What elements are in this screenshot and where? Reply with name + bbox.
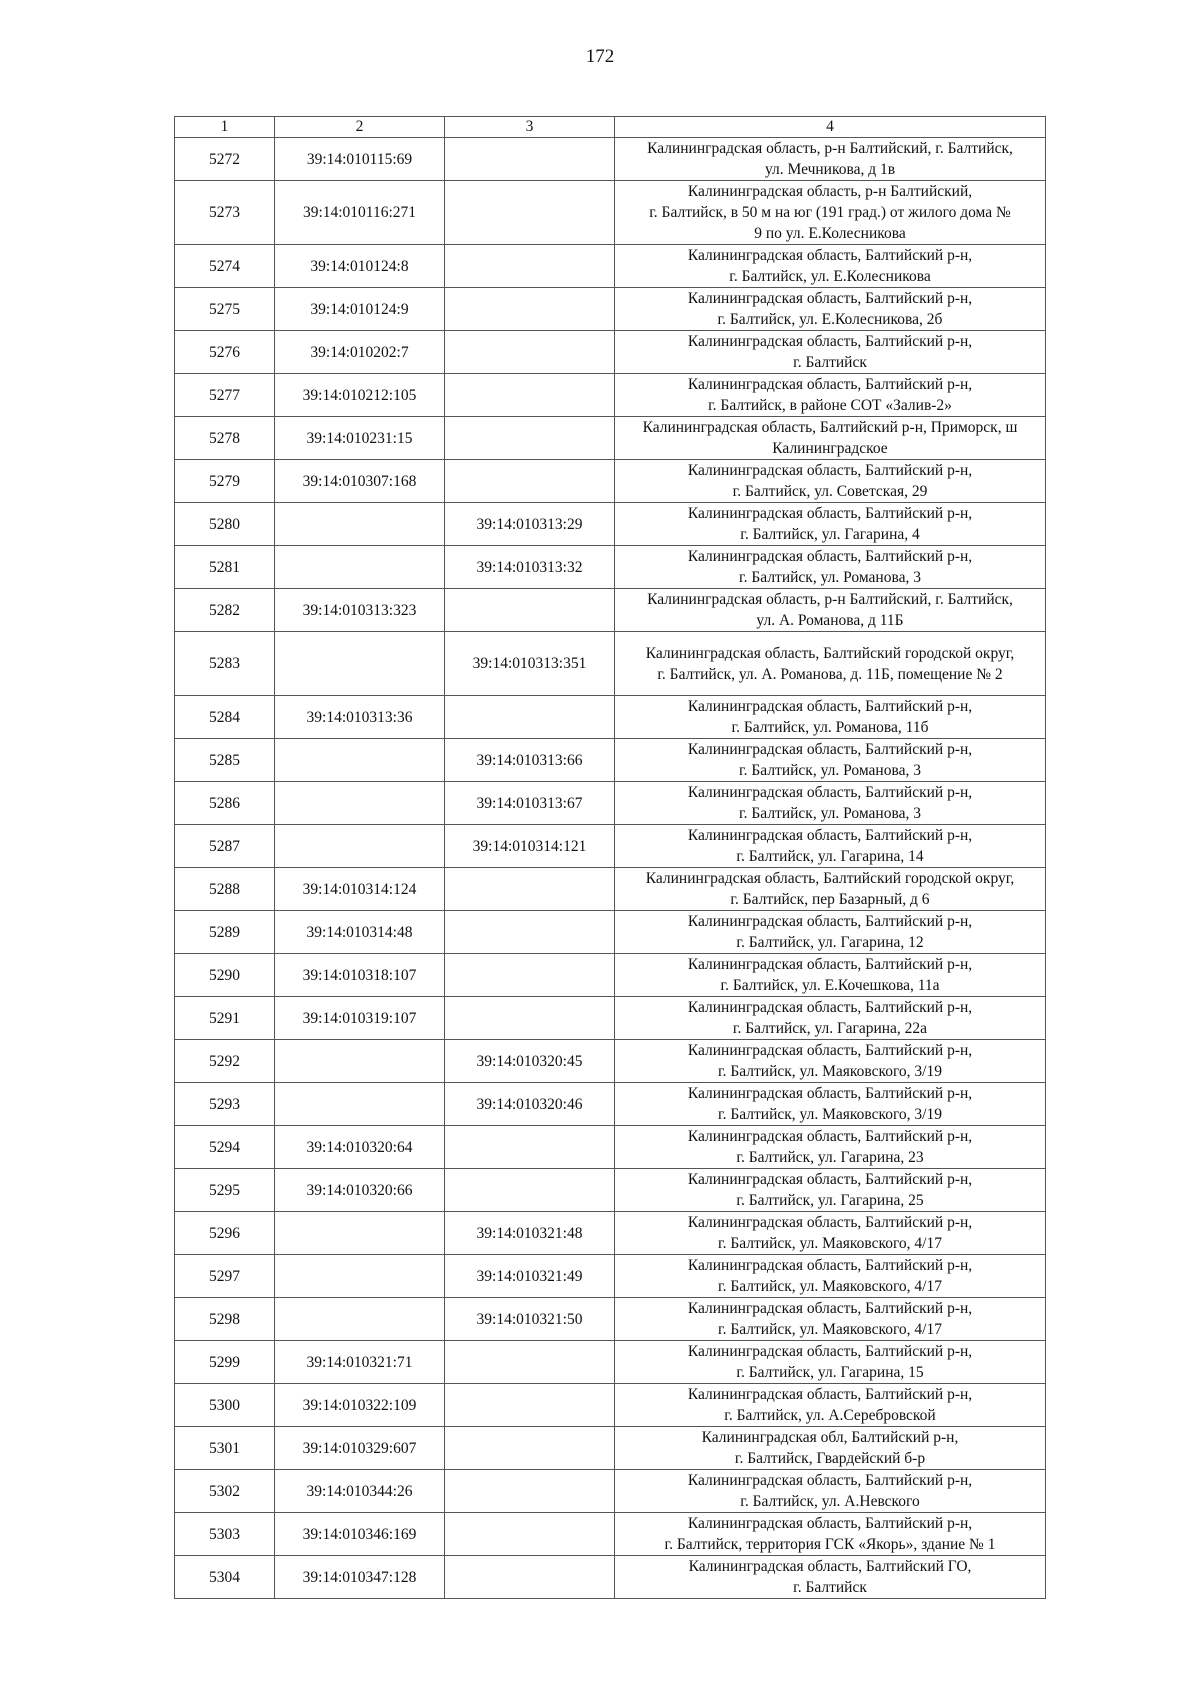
address-line: г. Балтийск, ул. Маяковского, 4/17 — [717, 1278, 942, 1295]
table-row — [175, 331, 1046, 374]
address-line: ул. Мечникова, д 1в — [764, 161, 896, 178]
cadastral-number-col3 — [445, 911, 615, 954]
row-number: 5293 — [175, 1083, 275, 1126]
cadastral-number-col2: 39:14:010313:36 — [275, 696, 445, 739]
row-number: 5283 — [175, 632, 275, 696]
address-line: г. Балтийск, ул. Романова, 11б — [731, 719, 929, 736]
address-cell — [615, 1083, 1046, 1126]
cadastral-number-col3 — [445, 288, 615, 331]
row-number: 5287 — [175, 825, 275, 868]
row-number: 5272 — [175, 138, 275, 181]
address-line: Калининградская область, Балтийский р-н, — [687, 1343, 973, 1360]
cadastral-number-col2 — [275, 782, 445, 825]
table-row — [175, 1384, 1046, 1427]
address-line: Калининградская область, Балтийский р-н, — [687, 505, 973, 522]
table-row — [175, 417, 1046, 460]
cadastral-number-col2 — [275, 1212, 445, 1255]
table-row — [175, 868, 1046, 911]
address-cell — [615, 1298, 1046, 1341]
address-line: Калининградская область, Балтийский р-н, — [687, 1300, 973, 1317]
header-col-2: 2 — [275, 117, 445, 138]
table-row — [175, 1470, 1046, 1513]
cadastral-number-col3 — [445, 1384, 615, 1427]
cadastral-number-col3: 39:14:010321:48 — [445, 1212, 615, 1255]
table-row — [175, 1169, 1046, 1212]
address-line: Калининградское — [772, 440, 888, 457]
address-line: Калининградская область, Балтийский р-н, — [687, 1171, 973, 1188]
cadastral-number-col3 — [445, 245, 615, 288]
address-line: Калининградская область, Балтийский р-н, — [687, 784, 973, 801]
address-line: Калининградская область, Балтийский р-н, — [687, 1515, 973, 1532]
address-line: Калининградская область, р-н Балтийский, г. Балтийск, — [647, 140, 1013, 157]
row-number: 5278 — [175, 417, 275, 460]
cadastral-number-col2: 39:14:010116:271 — [275, 181, 445, 245]
table-row — [175, 1341, 1046, 1384]
row-number: 5297 — [175, 1255, 275, 1298]
address-line: Калининградская область, р-н Балтийский, — [687, 183, 973, 200]
address-line: Калининградская область, Балтийский р-н, — [687, 462, 973, 479]
row-number: 5301 — [175, 1427, 275, 1470]
row-number: 5299 — [175, 1341, 275, 1384]
address-cell — [615, 632, 1046, 696]
cadastral-number-col3 — [445, 331, 615, 374]
address-line: г. Балтийск — [793, 1579, 867, 1596]
cadastral-number-col2 — [275, 1040, 445, 1083]
address-cell — [615, 546, 1046, 589]
table-row — [175, 245, 1046, 288]
address-line: г. Балтийск, ул. Романова, 3 — [739, 569, 921, 586]
cadastral-number-col2 — [275, 503, 445, 546]
table-row — [175, 288, 1046, 331]
cadastral-number-col3 — [445, 1169, 615, 1212]
cadastral-number-col2 — [275, 1298, 445, 1341]
cadastral-number-col3 — [445, 138, 615, 181]
address-cell — [615, 417, 1046, 460]
address-line: Калининградская область, Балтийский р-н, — [687, 376, 973, 393]
cadastral-number-col2: 39:14:010329:607 — [275, 1427, 445, 1470]
address-line: Калининградская область, Балтийский городской округ, — [645, 870, 1015, 887]
table-row — [175, 954, 1046, 997]
address-line: г. Балтийск, ул. Е.Колесникова — [729, 268, 931, 285]
address-line: г. Балтийск, ул. Романова, 3 — [739, 762, 921, 779]
header-col-3: 3 — [445, 117, 615, 138]
address-line: Калининградская область, Балтийский р-н, — [687, 913, 973, 930]
row-number: 5295 — [175, 1169, 275, 1212]
row-number: 5284 — [175, 696, 275, 739]
table-row — [175, 589, 1046, 632]
address-cell — [615, 1513, 1046, 1556]
table-row — [175, 739, 1046, 782]
row-number: 5280 — [175, 503, 275, 546]
address-line: г. Балтийск, ул. А.Серебровской — [724, 1407, 936, 1424]
cadastral-number-col3: 39:14:010320:46 — [445, 1083, 615, 1126]
table-row — [175, 1298, 1046, 1341]
cadastral-number-col3 — [445, 181, 615, 245]
cadastral-number-col3: 39:14:010313:32 — [445, 546, 615, 589]
address-cell — [615, 374, 1046, 417]
address-line: г. Балтийск, ул. А.Невского — [740, 1493, 920, 1510]
row-number: 5294 — [175, 1126, 275, 1169]
row-number: 5282 — [175, 589, 275, 632]
cadastral-number-col2: 39:14:010319:107 — [275, 997, 445, 1040]
cadastral-number-col2 — [275, 739, 445, 782]
table-row — [175, 825, 1046, 868]
table-row — [175, 911, 1046, 954]
cadastral-number-col3 — [445, 868, 615, 911]
cadastral-number-col2 — [275, 546, 445, 589]
address-line: Калининградская область, Балтийский р-н, Приморск, ш — [642, 419, 1018, 436]
address-line: г. Балтийск, ул. Маяковского, 4/17 — [717, 1235, 942, 1252]
address-cell — [615, 954, 1046, 997]
row-number: 5304 — [175, 1556, 275, 1599]
cadastral-number-col2 — [275, 1255, 445, 1298]
table-row — [175, 546, 1046, 589]
address-line: г. Балтийск, ул. Е.Кочешкова, 11а — [720, 977, 940, 994]
address-line: ул. А. Романова, д 11Б — [756, 612, 904, 629]
address-line: Калининградская область, Балтийский р-н, — [687, 1042, 973, 1059]
cadastral-number-col2: 39:14:010320:66 — [275, 1169, 445, 1212]
address-line: Калининградская область, Балтийский р-н, — [687, 247, 973, 264]
address-line: Калининградская область, Балтийский городской округ, — [645, 644, 1015, 662]
cadastral-number-col2: 39:14:010115:69 — [275, 138, 445, 181]
address-line: г. Балтийск, ул. Гагарина, 23 — [736, 1149, 924, 1166]
address-line: Калининградская область, р-н Балтийский, г. Балтийск, — [647, 591, 1013, 608]
row-number: 5275 — [175, 288, 275, 331]
table-row — [175, 503, 1046, 546]
address-cell — [615, 288, 1046, 331]
cadastral-number-col3 — [445, 417, 615, 460]
address-line: Калининградская область, Балтийский р-н, — [687, 1085, 973, 1102]
header-col-1: 1 — [175, 117, 275, 138]
cadastral-number-col3 — [445, 1513, 615, 1556]
cadastral-number-col3 — [445, 1470, 615, 1513]
cadastral-number-col3 — [445, 1126, 615, 1169]
table-row — [175, 1126, 1046, 1169]
cadastral-number-col2: 39:14:010346:169 — [275, 1513, 445, 1556]
address-cell — [615, 1341, 1046, 1384]
row-number: 5296 — [175, 1212, 275, 1255]
address-cell — [615, 1556, 1046, 1599]
address-line: г. Балтийск, ул. Е.Колесникова, 2б — [717, 311, 943, 328]
cadastral-number-col2: 39:14:010307:168 — [275, 460, 445, 503]
address-cell — [615, 1427, 1046, 1470]
cadastral-number-col2 — [275, 1083, 445, 1126]
table-row — [175, 1083, 1046, 1126]
row-number: 5289 — [175, 911, 275, 954]
table-row — [175, 1556, 1046, 1599]
address-cell — [615, 1169, 1046, 1212]
address-cell — [615, 911, 1046, 954]
address-line: г. Балтийск, ул. Маяковского, 3/19 — [717, 1063, 942, 1080]
address-cell — [615, 997, 1046, 1040]
address-cell — [615, 503, 1046, 546]
cadastral-number-col3 — [445, 997, 615, 1040]
table-row — [175, 1212, 1046, 1255]
address-line: г. Балтийск, ул. Маяковского, 4/17 — [717, 1321, 942, 1338]
address-cell — [615, 1255, 1046, 1298]
cadastral-number-col2: 39:14:010202:7 — [275, 331, 445, 374]
address-line: г. Балтийск, территория ГСК «Якорь», здание № 1 — [664, 1536, 996, 1553]
address-cell — [615, 825, 1046, 868]
row-number: 5286 — [175, 782, 275, 825]
address-cell — [615, 460, 1046, 503]
table-row — [175, 997, 1046, 1040]
row-number: 5303 — [175, 1513, 275, 1556]
table-row — [175, 460, 1046, 503]
row-number: 5285 — [175, 739, 275, 782]
cadastral-number-col3 — [445, 696, 615, 739]
row-number: 5298 — [175, 1298, 275, 1341]
address-line: г. Балтийск, ул. Маяковского, 3/19 — [717, 1106, 942, 1123]
address-line: Калининградская область, Балтийский р-н, — [687, 290, 973, 307]
cadastral-number-col3 — [445, 460, 615, 503]
cadastral-number-col2: 39:14:010321:71 — [275, 1341, 445, 1384]
row-number: 5291 — [175, 997, 275, 1040]
cadastral-number-col2: 39:14:010124:8 — [275, 245, 445, 288]
cadastral-number-col3 — [445, 1341, 615, 1384]
row-number: 5292 — [175, 1040, 275, 1083]
cadastral-number-col3: 39:14:010313:29 — [445, 503, 615, 546]
cadastral-number-col2: 39:14:010314:124 — [275, 868, 445, 911]
address-cell — [615, 1126, 1046, 1169]
table-row — [175, 1255, 1046, 1298]
row-number: 5281 — [175, 546, 275, 589]
address-line: г. Балтийск, ул. Гагарина, 4 — [740, 526, 920, 543]
address-line: г. Балтийск, пер Базарный, д 6 — [730, 891, 930, 908]
row-number: 5300 — [175, 1384, 275, 1427]
address-line: г. Балтийск, Гвардейский б-р — [734, 1450, 926, 1467]
address-cell — [615, 868, 1046, 911]
cadastral-number-col2: 39:14:010313:323 — [275, 589, 445, 632]
cadastral-number-col2: 39:14:010124:9 — [275, 288, 445, 331]
cadastral-number-col2: 39:14:010322:109 — [275, 1384, 445, 1427]
cadastral-number-col2: 39:14:010231:15 — [275, 417, 445, 460]
table-row — [175, 1427, 1046, 1470]
table-row — [175, 138, 1046, 181]
address-line: Калининградская область, Балтийский р-н, — [687, 1386, 973, 1403]
address-cell — [615, 782, 1046, 825]
address-cell — [615, 181, 1046, 245]
address-cell — [615, 739, 1046, 782]
cadastral-number-col3: 39:14:010313:66 — [445, 739, 615, 782]
address-line: г. Балтийск, ул. Гагарина, 12 — [736, 934, 924, 951]
address-line: Калининградская область, Балтийский р-н, — [687, 1257, 973, 1274]
cadastral-number-col3: 39:14:010320:45 — [445, 1040, 615, 1083]
address-line: г. Балтийск, ул. Советская, 29 — [732, 483, 928, 500]
cadastral-number-col3: 39:14:010314:121 — [445, 825, 615, 868]
address-cell — [615, 245, 1046, 288]
row-number: 5276 — [175, 331, 275, 374]
address-cell — [615, 589, 1046, 632]
address-line: г. Балтийск — [793, 354, 867, 371]
cadastral-number-col2 — [275, 632, 445, 696]
table-row — [175, 181, 1046, 245]
address-line: г. Балтийск, ул. Гагарина, 14 — [736, 848, 924, 865]
address-line: Калининградская область, Балтийский р-н, — [687, 1128, 973, 1145]
address-cell — [615, 1212, 1046, 1255]
cadastral-number-col3: 39:14:010313:67 — [445, 782, 615, 825]
table-row — [175, 1513, 1046, 1556]
header-col-4: 4 — [615, 117, 1046, 138]
cadastral-number-col3 — [445, 954, 615, 997]
cadastral-number-col3 — [445, 374, 615, 417]
address-line: Калининградская область, Балтийский р-н, — [687, 1214, 973, 1231]
address-cell — [615, 331, 1046, 374]
cadastral-number-col2: 39:14:010314:48 — [275, 911, 445, 954]
cadastral-number-col2: 39:14:010318:107 — [275, 954, 445, 997]
row-number: 5290 — [175, 954, 275, 997]
cadastral-number-col3: 39:14:010321:49 — [445, 1255, 615, 1298]
address-line: Калининградская область, Балтийский ГО, — [688, 1558, 972, 1575]
address-line: Калининградская область, Балтийский р-н, — [687, 956, 973, 973]
address-line: Калининградская область, Балтийский р-н, — [687, 741, 973, 758]
cadastral-number-col3 — [445, 589, 615, 632]
address-line: г. Балтийск, ул. Романова, 3 — [739, 805, 921, 822]
table-row — [175, 1040, 1046, 1083]
address-line: 9 по ул. Е.Колесникова — [754, 225, 906, 242]
address-cell — [615, 696, 1046, 739]
table-row — [175, 782, 1046, 825]
address-line: Калининградская область, Балтийский р-н, — [687, 333, 973, 350]
address-line: г. Балтийск, в 50 м на юг (191 град.) от жилого дома № — [649, 204, 1011, 221]
address-line: г. Балтийск, ул. Гагарина, 25 — [736, 1192, 924, 1209]
address-cell — [615, 138, 1046, 181]
address-cell — [615, 1040, 1046, 1083]
row-number: 5302 — [175, 1470, 275, 1513]
address-line: г. Балтийск, ул. Гагарина, 22а — [732, 1020, 928, 1037]
row-number: 5273 — [175, 181, 275, 245]
address-line: Калининградская обл, Балтийский р-н, — [701, 1429, 959, 1446]
row-number: 5274 — [175, 245, 275, 288]
table-row — [175, 632, 1046, 696]
address-line: г. Балтийск, ул. Гагарина, 15 — [736, 1364, 924, 1381]
row-number: 5279 — [175, 460, 275, 503]
cadastral-number-col2: 39:14:010347:128 — [275, 1556, 445, 1599]
cadastral-number-col3: 39:14:010313:351 — [445, 632, 615, 696]
address-line: Калининградская область, Балтийский р-н, — [687, 999, 973, 1016]
address-line: Калининградская область, Балтийский р-н, — [687, 827, 973, 844]
cadastral-number-col2 — [275, 825, 445, 868]
cadastral-number-col2: 39:14:010320:64 — [275, 1126, 445, 1169]
address-line: Калининградская область, Балтийский р-н, — [687, 698, 973, 715]
table-row — [175, 696, 1046, 739]
address-line: г. Балтийск, в районе СОТ «Залив-2» — [708, 397, 952, 414]
registry-table — [174, 116, 1046, 1599]
row-number: 5288 — [175, 868, 275, 911]
row-number: 5277 — [175, 374, 275, 417]
table-body — [175, 138, 1046, 1599]
table-header-row — [175, 117, 1046, 138]
address-cell — [615, 1470, 1046, 1513]
cadastral-number-col3 — [445, 1427, 615, 1470]
cadastral-number-col2: 39:14:010212:105 — [275, 374, 445, 417]
address-line: г. Балтийск, ул. А. Романова, д. 11Б, помещение № 2 — [657, 665, 1003, 683]
page-number: 172 — [585, 46, 615, 67]
cadastral-number-col3 — [445, 1556, 615, 1599]
address-line: Калининградская область, Балтийский р-н, — [687, 548, 973, 565]
table-row — [175, 374, 1046, 417]
cadastral-number-col2: 39:14:010344:26 — [275, 1470, 445, 1513]
address-cell — [615, 1384, 1046, 1427]
cadastral-number-col3: 39:14:010321:50 — [445, 1298, 615, 1341]
address-line: Калининградская область, Балтийский р-н, — [687, 1472, 973, 1489]
